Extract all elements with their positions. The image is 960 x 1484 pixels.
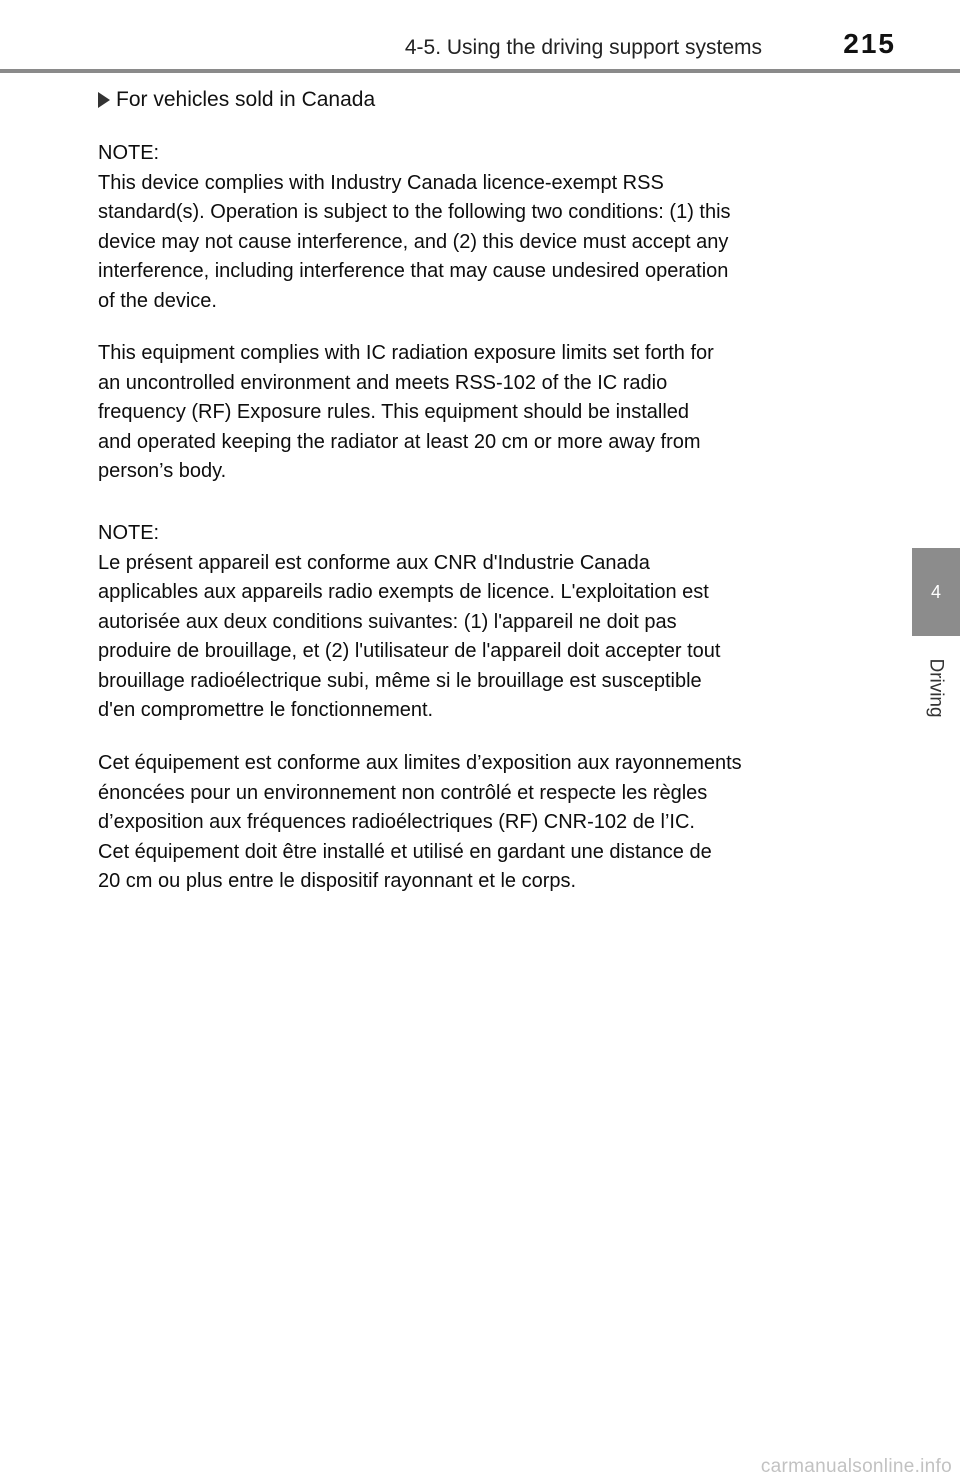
french-note-text: NOTE: Le présent appareil est conforme aux CNR d'Industrie Canada applicables aux appareils radio exempts de licence. L'exploitation est autorisée aux deux conditions suivantes: (1) l'appareil ne doit pas produire de brouillage, et (2) l'utilisateur de l'appareil doit accepter tout brouillage radioélectrique subi, même si le brouillage est susceptible d'en compromettre le fonctionnement. bbox=[98, 522, 721, 721]
english-note-text: NOTE: This device complies with Industry Canada licence-exempt RSS standard(s). Operation is subject to the following two conditions: (1) this device may not cause interference, and (2) this device must accept any interference, including interference that may cause undesired operation of the device. bbox=[98, 142, 731, 312]
chapter-number: 4 bbox=[930, 581, 941, 602]
chapter-label bbox=[912, 646, 960, 730]
english-note-block bbox=[98, 139, 858, 316]
watermark: carmanualsonline.info bbox=[760, 1456, 952, 1477]
intro-line bbox=[98, 88, 375, 112]
french-exposure-text: Cet équipement est conforme aux limites d’exposition aux rayonnements énoncées pour un environnement non contrôlé et respecte les règles d’exposition aux fréquences radioélectriques (RF) CNR-102 de l’IC. Cet équipement doit être installé et utilisé en gardant une distance de 20 cm ou plus entre le dispositif rayonnant et le corps. bbox=[98, 752, 742, 892]
chapter-label-text: Driving bbox=[926, 658, 947, 718]
french-note-block bbox=[98, 519, 858, 726]
triangle-right-icon bbox=[98, 92, 110, 108]
chapter-tab bbox=[912, 548, 960, 636]
english-exposure-text: This equipment complies with IC radiation exposure limits set forth for an uncontrolled environment and meets RSS-102 of the IC radio frequency (RF) Exposure rules. This equipment should be installed and operated keeping the radiator at least 20 cm or more away from person’s body. bbox=[98, 342, 714, 482]
page-number: 215 bbox=[843, 28, 896, 59]
english-exposure-block bbox=[98, 339, 858, 487]
header-divider bbox=[0, 69, 960, 73]
intro-text: For vehicles sold in Canada bbox=[116, 88, 376, 111]
page-header bbox=[0, 0, 960, 72]
section-title: 4-5. Using the driving support systems bbox=[404, 36, 762, 59]
french-exposure-block bbox=[98, 749, 858, 897]
